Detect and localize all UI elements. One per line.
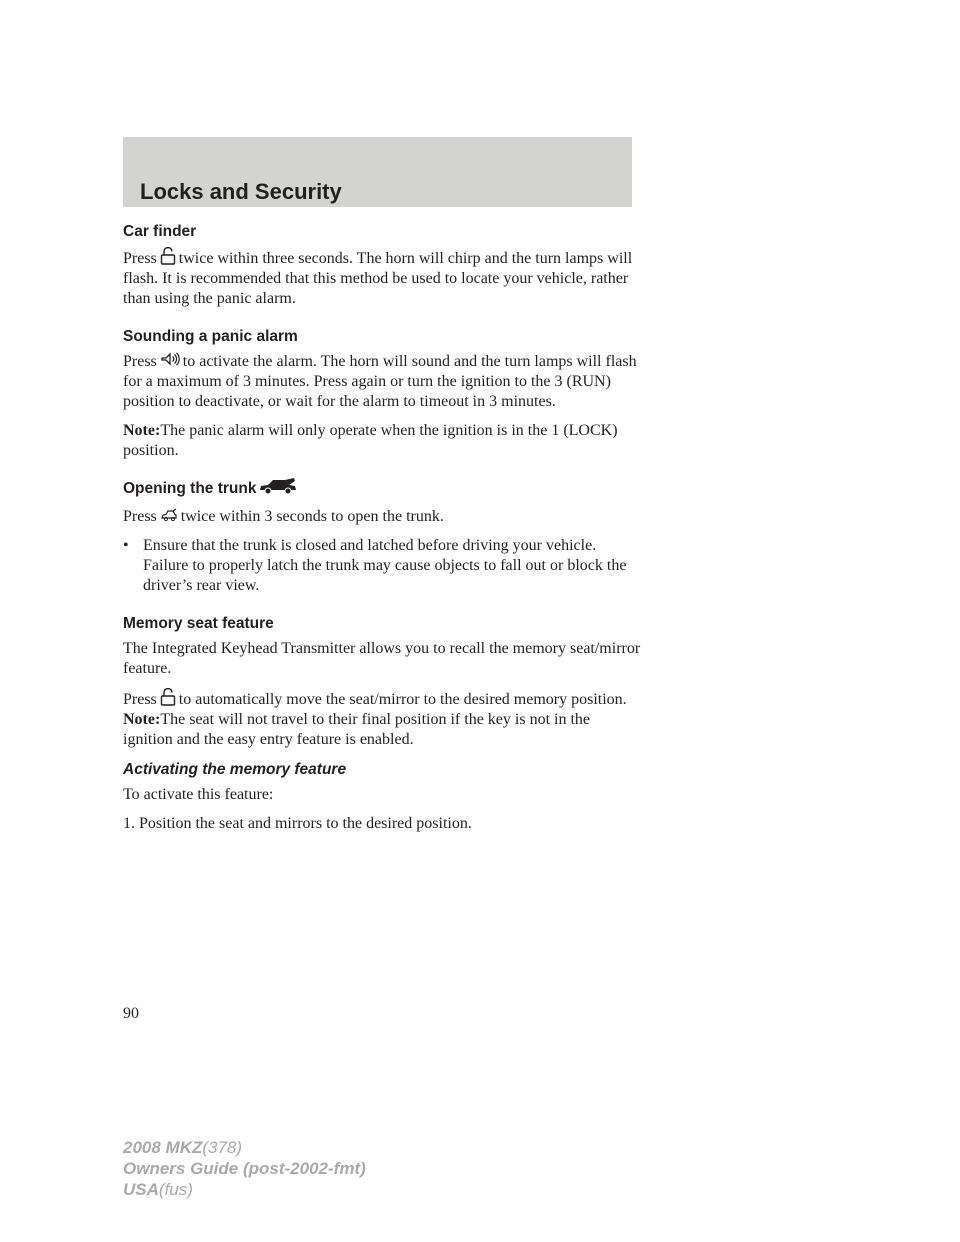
car-finder-paragraph: Press twice within three seconds. The horn will chirp and the turn lamps will flash. It is recommended that this method be used to locate your vehicle, rather than using the panic alarm. <box>123 247 643 309</box>
unlock-icon <box>160 688 176 706</box>
panic-alarm-heading: Sounding a panic alarm <box>123 328 298 345</box>
trunk-heading: Opening the trunk <box>123 478 643 503</box>
trunk-release-icon <box>160 507 178 523</box>
activating-step-1: 1. Position the seat and mirrors to the desired position. <box>123 815 472 832</box>
footer-line-1: 2008 MKZ(378) <box>123 1138 243 1157</box>
panic-alarm-note: Note:The panic alarm will only operate when the ignition is in the 1 (LOCK) position. <box>123 422 618 459</box>
memory-seat-paragraph: Press to automatically move the seat/mirror to the desired memory position. Note:The seat will not travel to their final position if the key is not in the ignition and the easy entry feature is enabled. <box>123 688 643 750</box>
car-trunk-heading-icon <box>258 478 298 503</box>
footer-line-2: Owners Guide (post-2002-fmt) <box>123 1159 366 1178</box>
unlock-icon <box>160 247 176 265</box>
page-content <box>123 221 643 843</box>
activating-intro: To activate this feature: <box>123 786 274 803</box>
activating-heading: Activating the memory feature <box>123 761 347 778</box>
document-footer <box>123 1137 366 1200</box>
memory-seat-heading: Memory seat feature <box>123 615 274 632</box>
list-item: • Ensure that the trunk is closed and latched before driving your vehicle. Failure to properly latch the trunk may cause objects to fall out or block the driver’s rear view. <box>123 537 627 594</box>
panic-horn-icon <box>160 352 180 368</box>
trunk-paragraph: Press twice within 3 seconds to open the trunk. <box>123 508 444 525</box>
bullet-mark: • <box>123 537 129 554</box>
panic-alarm-paragraph: Press to activate the alarm. The horn will sound and the turn lamps will flash for a maximum of 3 minutes. Press again or turn the ignition to the 3 (RUN) position to deactivate, or wait for the alarm to timeout in 3 minutes. <box>123 353 637 410</box>
section-title: Locks and Security <box>140 179 342 204</box>
memory-seat-intro: The Integrated Keyhead Transmitter allows you to recall the memory seat/mirror feature. <box>123 640 641 677</box>
footer-line-3: USA(fus) <box>123 1180 193 1199</box>
car-finder-heading: Car finder <box>123 223 197 240</box>
page-number: 90 <box>123 1005 139 1022</box>
